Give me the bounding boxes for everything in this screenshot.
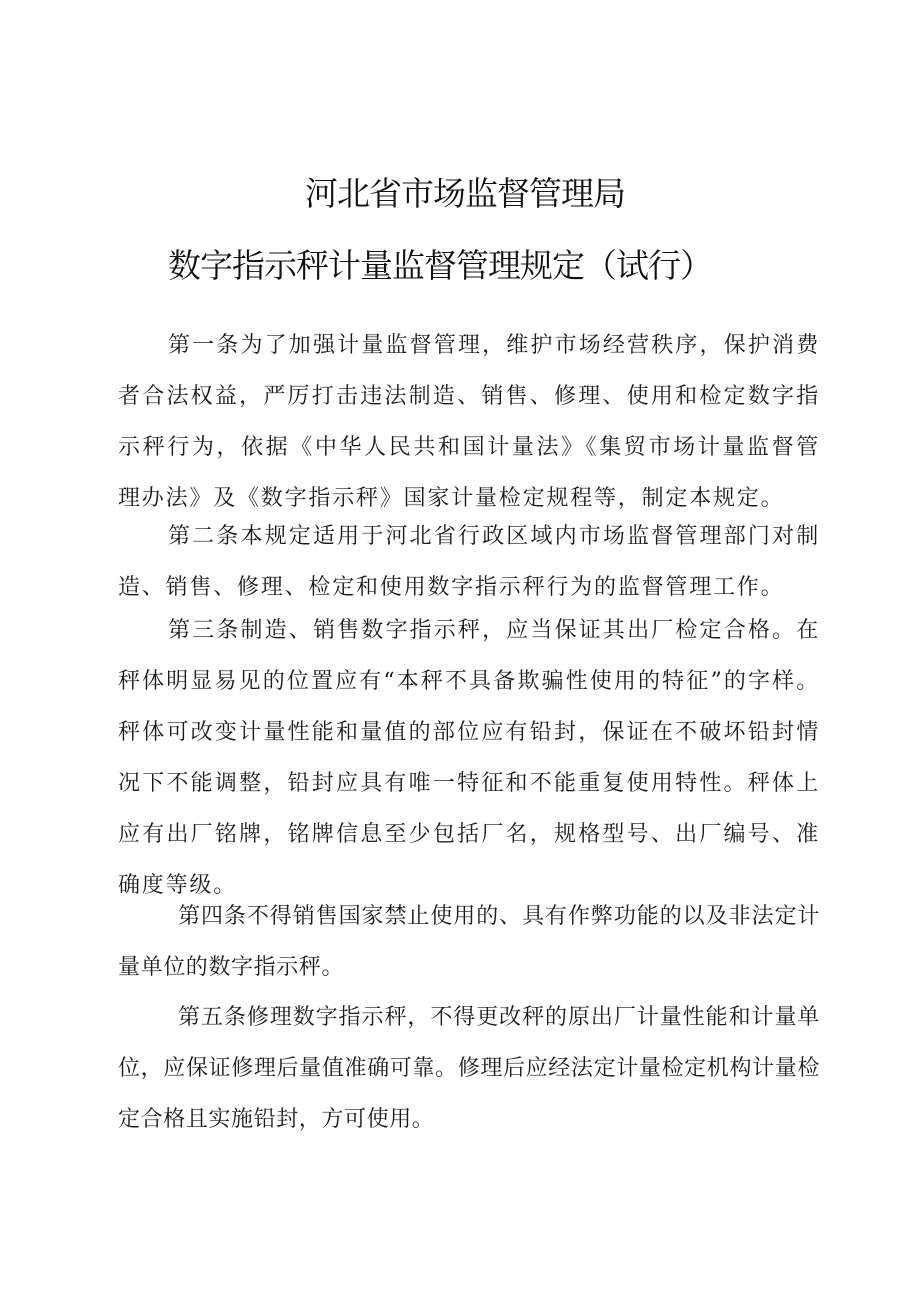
article-1: 第一条为了加强计量监督管理，维护市场经营秩序，保护消费者合法权益，严厉打击违法制造、销售、修理、使用和检定数字指示秤行为，依据《中华人民共和国计量法》《集贸市场计量监督管理办法》及《数字指示秤》国家计量检定规程等，制定本规定。 — [118, 333, 820, 511]
article-3: 第三条制造、销售数字指示秤，应当保证其出厂检定合格。在秤体明显易见的位置应有“本秤不具备欺骗性使用的特征”的字样。秤体可改变计量性能和量值的部位应有铅封，保证在不破坏铅封情况下不能调整，铅封应具有唯一特征和不能重复使用特性。秤体上应有出厂铭牌，铭牌信息至少包括厂名，规格型号、出厂编号、准确度等级。 — [118, 618, 820, 898]
document-title: 河北省市场监督管理局 — [305, 174, 625, 213]
article-4: 第四条不得销售国家禁止使用的、具有作弊功能的以及非法定计量单位的数字指示秤。 — [118, 904, 820, 980]
article-2: 第二条本规定适用于河北省行政区域内市场监督管理部门对制造、销售、修理、检定和使用数字指示秤行为的监督管理工作。 — [118, 524, 820, 600]
article-5: 第五条修理数字指示秤，不得更改秤的原出厂计量性能和计量单位，应保证修理后量值准确可靠。修理后应经法定计量检定机构计量检定合格且实施铅封，方可使用。 — [118, 1005, 820, 1132]
document-subtitle: 数字指示秤计量监督管理规定（试行） — [168, 246, 712, 285]
